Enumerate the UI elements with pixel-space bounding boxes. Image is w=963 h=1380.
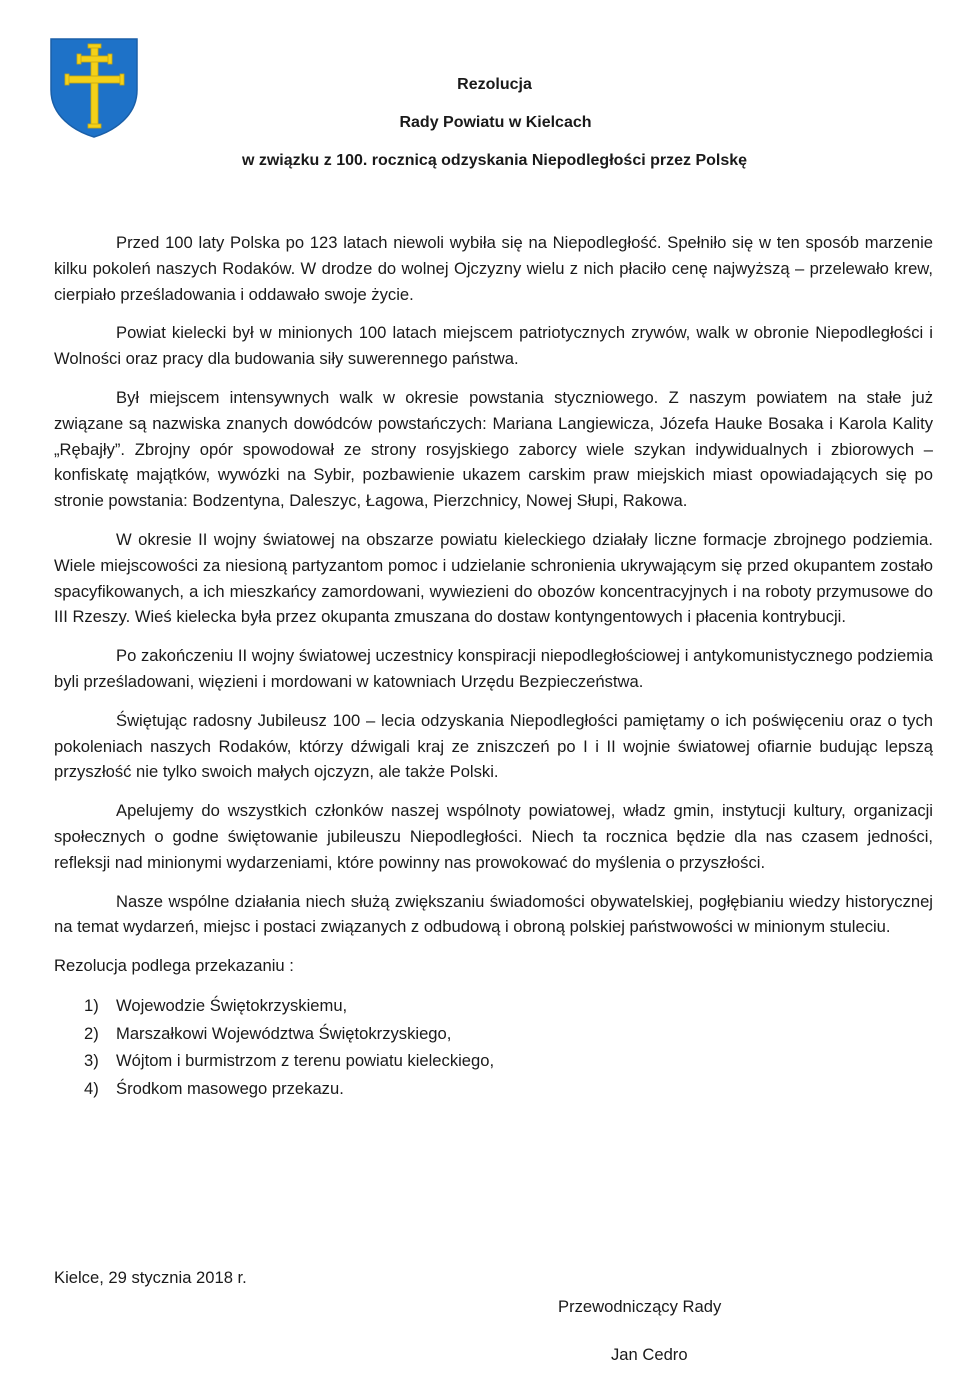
document-body	[54, 230, 933, 1102]
paragraph: Przed 100 laty Polska po 123 latach niewoli wybiła się na Niepodległość. Spełniło się w ten sposób marzenie kilku pokoleń naszych Rodaków. W drodze do wolnej Ojczyzny wielu z nich płaciło cenę najwyższą – przelewało krew, cierpiało prześladowania i oddawało swoje życie.	[54, 233, 933, 304]
paragraph: W okresie II wojny światowej na obszarze powiatu kieleckiego działały liczne formacje zbrojnego podziemia. Wiele miejscowości za niesioną partyzantom pomoc i udzielanie schronienia ukrywającym się przed okupantem zostało spacyfikowanych, a ich mieszkańcy zamordowani, wywiezieni do obozów koncentracyjnych i na roboty przymusowe do III Rzeszy. Wieś kielecka była przez okupanta zmuszana do dostaw kontyngentowych i płacenia kontrybucji.	[54, 529, 933, 627]
title-line-2: Rady Powiatu w Kielcach	[399, 114, 592, 131]
list-item	[54, 992, 933, 1020]
paragraph: Był miejscem intensywnych walk w okresie powstania styczniowego. Z naszym powiatem na stałe już związane są nazwiska znanych dowódców powstańczych: Mariana Langiewicza, Józefa Hauke Bosaka i Karola Kality „Rębajły”. Zbrojny opór spowodował ze strony rosyjskiego zaborcy wiele szykan indywidualnych i zbiorowych – konfiskatę majątków, wywózki na Sybir, pozbawienie ukazem carskim praw miejskich miast opowiadających się po stronie powstania: Bodzentyna, Daleszyc, Łagowa, Pierzchnicy, Nowej Słupi, Rakowa.	[54, 387, 933, 511]
list-item-text: Wojewodzie Świętokrzyskiemu,	[116, 995, 348, 1015]
list-item-text: Marszałkowi Województwa Świętokrzyskiego,	[116, 1023, 452, 1043]
list-item-number: 1)	[84, 995, 99, 1015]
list-item	[54, 1047, 933, 1075]
place-and-date: Kielce, 29 stycznia 2018 r.	[54, 1268, 247, 1287]
distribution-list	[54, 992, 933, 1102]
list-item-text: Środkom masowego przekazu.	[116, 1078, 344, 1098]
distribution-intro: Rezolucja podlega przekazaniu :	[54, 956, 294, 976]
signatory-role: Przewodniczący Rady	[558, 1297, 722, 1316]
list-item	[54, 1075, 933, 1103]
paragraph: Apelujemy do wszystkich członków naszej wspólnoty powiatowej, władz gmin, instytucji kultury, organizacji społecznych o godne świętowanie jubileuszu Niepodległości. Niech ta rocznica będzie dla nas czasem jedności, refleksji nad minionymi wydarzeniami, które powinny nas prowokować do myślenia o przyszłości.	[54, 801, 933, 872]
title-line-3: w związku z 100. rocznicą odzyskania Niepodległości przez Polskę	[241, 152, 748, 169]
document-title-block	[0, 74, 963, 188]
list-item-number: 3)	[84, 1051, 99, 1071]
paragraph: Po zakończeniu II wojny światowej uczestnicy konspiracji niepodległościowej i antykomunistycznego podziemia byli prześladowani, więzieni i mordowani w katowniach Urzędu Bezpieczeństwa.	[54, 646, 933, 691]
paragraph: Powiat kielecki był w minionych 100 latach miejscem patriotycznych zrywów, walk w obronie Niepodległości i Wolności oraz pracy dla budowania siły suwerennego państwa.	[54, 323, 933, 369]
list-item-text: Wójtom i burmistrzom z terenu powiatu kieleckiego,	[116, 1051, 495, 1071]
list-item-number: 2)	[84, 1023, 99, 1043]
paragraph: Nasze wspólne działania niech służą zwiększaniu świadomości obywatelskiej, pogłębianiu wiedzy historycznej na temat wydarzeń, miejsc i postaci związanych z odbudową i obroną polskiej państwowości w minionym stuleciu.	[54, 891, 933, 937]
signatory-name: Jan Cedro	[611, 1345, 688, 1364]
list-item-number: 4)	[84, 1078, 99, 1098]
paragraph: Świętując radosny Jubileusz 100 – lecia odzyskania Niepodległości pamiętamy o ich poświęceniu oraz o tych pokoleniach naszych Rodaków, którzy dźwigali kraj ze zniszczeń po I i II wojnie światowej ofiarnie budując lepszą przyszłość nie tylko swoich małych ojczyzn, ale także Polski.	[54, 710, 933, 782]
list-item	[54, 1020, 933, 1048]
title-line-1: Rezolucja	[457, 76, 532, 93]
